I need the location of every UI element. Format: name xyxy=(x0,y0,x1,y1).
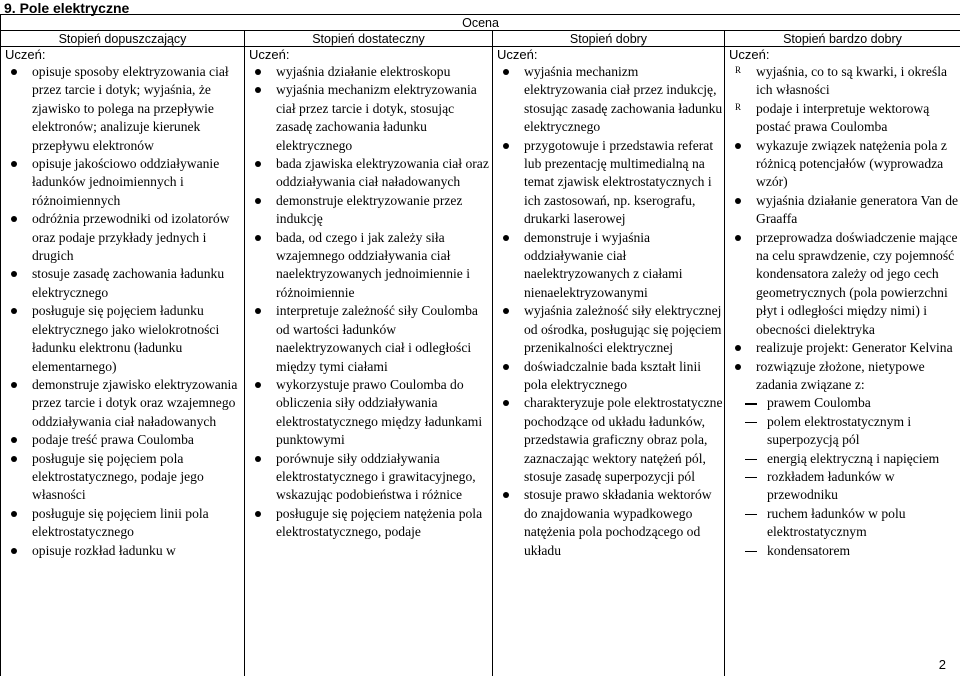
pupil-label: Uczeń: xyxy=(249,47,290,62)
sub-item: rozkładem ładunków w przewodniku xyxy=(725,468,960,505)
section-title: 9. Pole elektryczne xyxy=(4,0,130,16)
requirement-text: bada zjawiska elektryzowania ciał oraz oddziaływania ciał naładowanych xyxy=(276,156,489,190)
level-header: Stopień bardzo dobry xyxy=(725,31,960,47)
column-bardzo-dobry xyxy=(725,47,960,676)
requirement-text: posługuje się pojęciem ładunku elektrycznego jako wielokrotności ładunku elektronu (ładunku elementarnego) xyxy=(32,303,220,374)
extended-level-mark: R xyxy=(735,101,742,112)
requirement-text: wykazuje związek natężenia pola z różnicą potencjałów (wyprowadza wzór) xyxy=(756,137,947,190)
requirements-list xyxy=(493,63,724,560)
requirement-item xyxy=(1,376,244,431)
requirement-item xyxy=(493,358,724,395)
requirement-item xyxy=(245,302,492,376)
requirement-item xyxy=(493,394,724,486)
requirement-text: wyjaśnia mechanizm elektryzowania ciał przez indukcję, stosując zasadę zachowania ładunku elektrycznego xyxy=(524,64,723,135)
requirement-item xyxy=(725,100,960,137)
requirement-text: podaje treść prawa Coulomba xyxy=(32,432,194,448)
requirement-text: realizuje projekt: Generator Kelvina xyxy=(756,340,953,356)
requirement-item xyxy=(245,63,492,81)
requirement-text: stosuje prawo składania wektorów do znajdowania wypadkowego natężenia pola pochodzącego od układu xyxy=(524,487,712,558)
requirement-item xyxy=(493,486,724,560)
requirement-text: posługuje się pojęciem linii pola elektrostatycznego xyxy=(32,505,209,540)
requirement-item xyxy=(493,137,724,229)
requirement-text: bada, od czego i jak zależy siła wzajemnego oddziaływania ciał naelektryzowanych jednoimiennie i różnoimiennie xyxy=(276,229,471,300)
sub-item: ruchem ładunków w polu elektrostatycznym xyxy=(725,505,960,542)
levels-row xyxy=(1,31,960,47)
requirement-text: wyjaśnia działanie generatora Van de Graaffa xyxy=(756,192,959,227)
requirement-item xyxy=(1,431,244,449)
requirement-text: demonstruje i wyjaśnia oddziaływanie ciał naelektryzowanych z ciałami nienaelektryzowanymi xyxy=(524,229,683,300)
requirement-item xyxy=(245,155,492,192)
requirement-item xyxy=(725,63,960,100)
level-header: Stopień dopuszczający xyxy=(1,31,245,47)
requirement-text: posługuje się pojęciem pola elektrostatycznego, podaje jego własności xyxy=(32,450,204,503)
requirement-item xyxy=(245,376,492,450)
requirement-text: charakteryzuje pole elektrostatyczne pochodzące od układu ładunków, przedstawia graficzny obraz pola, zaznaczając wektory natężeń pól, stosuje zasadę superpozycji pól xyxy=(524,395,723,484)
requirement-text: odróżnia przewodniki od izolatorów oraz podaje przykłady jednych i drugich xyxy=(32,211,230,264)
requirement-item xyxy=(725,358,960,395)
sub-item: energią elektryczną i napięciem xyxy=(725,450,960,468)
requirements-list xyxy=(725,63,960,560)
extended-level-mark: R xyxy=(735,65,742,75)
requirement-item xyxy=(1,505,244,542)
pupil-label: Uczeń: xyxy=(497,47,538,62)
requirement-text: wyjaśnia, co to są kwarki, i określa ich własności xyxy=(756,64,948,98)
content-row xyxy=(1,47,960,676)
column-dobry xyxy=(493,47,725,676)
requirement-item xyxy=(493,302,724,357)
requirement-item xyxy=(245,81,492,155)
sub-item: kondensatorem xyxy=(725,542,960,560)
requirement-item xyxy=(725,137,960,192)
requirement-item xyxy=(493,229,724,303)
requirement-item xyxy=(725,229,960,339)
pupil-label: Uczeń: xyxy=(5,47,46,62)
level-header: Stopień dobry xyxy=(493,31,725,47)
requirement-text: demonstruje elektryzowanie przez indukcję xyxy=(276,192,463,227)
level-header: Stopień dostateczny xyxy=(245,31,493,47)
requirement-item xyxy=(725,339,960,357)
requirement-text: wykorzystuje prawo Coulomba do obliczenia siły oddziaływania elektrostatycznego między ładunkami punktowymi xyxy=(276,376,483,448)
requirement-text: porównuje siły oddziaływania elektrostatycznego i grawitacyjnego, wskazując podobieństwa i różnice xyxy=(276,450,476,503)
requirement-text: demonstruje zjawisko elektryzowania przez tarcie i dotyk oraz wzajemnego oddziaływania ciał naładowanych xyxy=(32,376,238,429)
requirement-text: opisuje sposoby elektryzowania ciał przez tarcie i dotyk; wyjaśnia, że zjawisko to polega na przepływie elektronów; analizuje kierunek przepływu elektronów xyxy=(32,64,229,153)
requirement-text: opisuje rozkład ładunku w xyxy=(32,542,176,558)
requirement-text: wyjaśnia działanie elektroskopu xyxy=(276,64,451,79)
requirement-text: doświadczalnie bada kształt linii pola elektrycznego xyxy=(524,358,702,392)
requirement-text: wyjaśnia zależność siły elektrycznej od ośrodka, posługując się pojęciem przenikalności elektrycznej xyxy=(524,303,722,356)
requirement-text: stosuje zasadę zachowania ładunku elektrycznego xyxy=(32,266,225,300)
requirements-list xyxy=(245,63,492,542)
sub-item: polem elektrostatycznym i superpozycją pól xyxy=(725,413,960,450)
requirement-item xyxy=(1,155,244,210)
pupil-label: Uczeń: xyxy=(729,47,770,62)
requirement-text: rozwiązuje złożone, nietypowe zadania związane z: xyxy=(756,358,925,392)
requirement-item xyxy=(245,229,492,303)
requirement-item xyxy=(1,265,244,302)
requirement-text: przeprowadza doświadczenie mające na celu sprawdzenie, czy pojemność kondensatora zależy od jego cech geometrycznych (pola powierzchni płyt i odległości między nimi) i obecności dielektryka xyxy=(756,229,958,337)
requirement-item xyxy=(1,450,244,505)
sub-item: prawem Coulomba xyxy=(725,394,960,412)
column-dopuszczajacy xyxy=(1,47,245,676)
requirement-item xyxy=(245,192,492,229)
page-number: 2 xyxy=(938,657,946,672)
requirement-text: podaje i interpretuje wektorową postać prawa Coulomba xyxy=(756,100,930,135)
requirement-text: opisuje jakościowo oddziaływanie ładunków jednoimiennych i różnoimiennych xyxy=(32,156,220,208)
requirements-table xyxy=(0,14,960,676)
requirement-item xyxy=(1,542,244,560)
sub-list xyxy=(725,394,960,560)
requirement-item xyxy=(245,450,492,505)
requirement-text: wyjaśnia mechanizm elektryzowania ciał przez tarcie i dotyk, stosując zasadę zachowania ładunku elektrycznego xyxy=(276,82,477,153)
requirement-item xyxy=(1,302,244,376)
requirement-text: posługuje się pojęciem natężenia pola elektrostatycznego, podaje xyxy=(276,505,483,540)
requirement-item xyxy=(1,210,244,265)
requirement-text: interpretuje zależność siły Coulomba od wartości ładunków naelektryzowanych ciał i odległości między tymi ciałami xyxy=(276,303,478,374)
requirement-item xyxy=(725,192,960,229)
grade-header-row xyxy=(1,15,960,31)
requirement-text: przygotowuje i przedstawia referat lub prezentację multimedialną na temat zjawisk elektrostatycznych i ich zastosowań, np. kserografu, drukarki laserowej xyxy=(524,137,714,227)
requirement-item xyxy=(493,63,724,137)
requirement-item xyxy=(245,505,492,542)
requirement-item xyxy=(1,63,244,155)
requirements-list xyxy=(1,63,244,560)
column-dostateczny xyxy=(245,47,493,676)
grade-header: Ocena xyxy=(1,15,960,31)
